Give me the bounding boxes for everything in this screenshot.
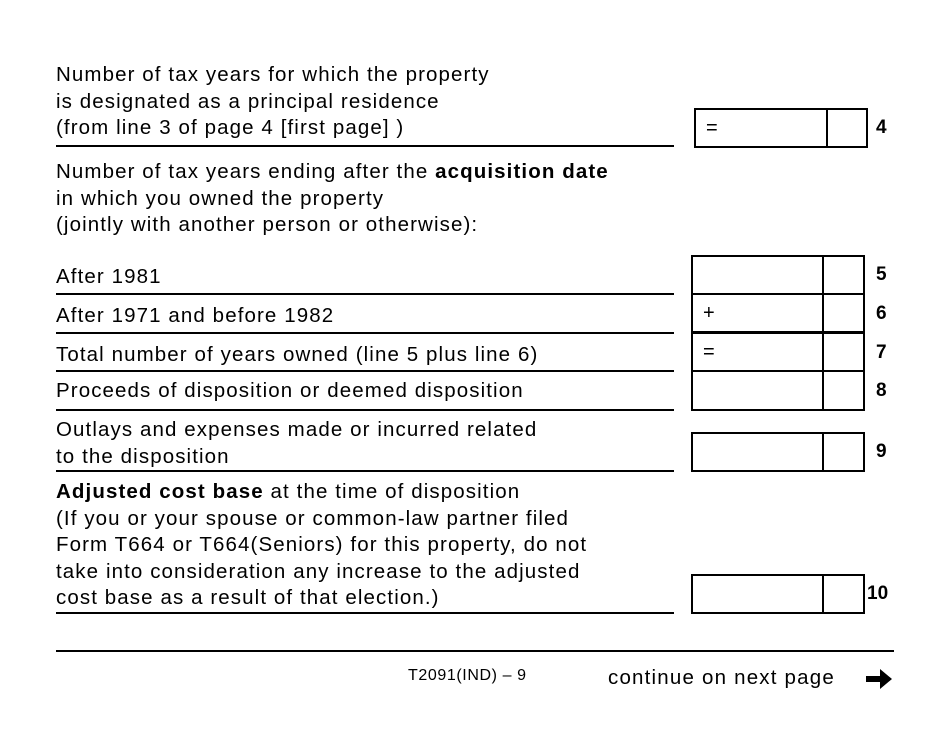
line6-number: 6 [876,303,887,324]
line5-description: After 1981 [56,265,162,288]
line10-rule [56,612,674,614]
line8-sign [693,372,824,409]
line7-number: 7 [876,342,887,363]
line4-number: 4 [876,117,887,138]
adjusted-cost-base-bold: Adjusted cost base [56,480,264,503]
line7-description: Total number of years owned (line 5 plus line 6) [56,343,539,366]
line6-field[interactable] [691,293,865,333]
line10-description: Adjusted cost base at the time of disposition (If you or your spouse or common-law partner filed Form T664 or T664(Seniors) for this property, do not take into consideration any increase to the adjusted cost base as a result of that election.) [56,480,588,609]
line9-number: 9 [876,441,887,462]
continue-next-page-text: continue on next page [608,666,835,689]
line8-field[interactable] [691,370,865,411]
line9-description: Outlays and expenses made or incurred related to the disposition [56,418,538,468]
line7-sign: = [693,334,824,370]
line9-sign [693,434,824,470]
line9-field[interactable] [691,432,865,472]
line10-number: 10 [867,583,889,604]
page-reference: T2091(IND) – 9 [408,667,527,684]
acquisition-date-bold: acquisition date [435,160,609,183]
line5-rule [56,293,674,295]
line8-number: 8 [876,380,887,401]
line4-field[interactable] [694,108,868,148]
right-arrow-icon [864,667,894,691]
line10-sign [693,576,824,612]
line4-sign: = [696,110,828,146]
line8-description: Proceeds of disposition or deemed disposition [56,379,524,402]
line6-description: After 1971 and before 1982 [56,304,335,327]
line7-rule [56,370,674,372]
line8-rule [56,409,674,411]
footer-rule [56,650,894,652]
line5-number: 5 [876,264,887,285]
line5-field[interactable] [691,255,865,295]
line9-rule [56,470,674,472]
line7-field[interactable] [691,332,865,372]
line4-rule [56,145,674,147]
line6-sign: + [693,295,824,331]
line10-field[interactable] [691,574,865,614]
line5-sign [693,257,824,293]
owned-years-intro: Number of tax years ending after the acquisition date in which you owned the property (jointly with another person or otherwise): [56,160,609,236]
line6-rule [56,332,674,334]
line4-description: Number of tax years for which the property is designated as a principal residence (from line 3 of page 4 [first page] ) [56,63,490,139]
